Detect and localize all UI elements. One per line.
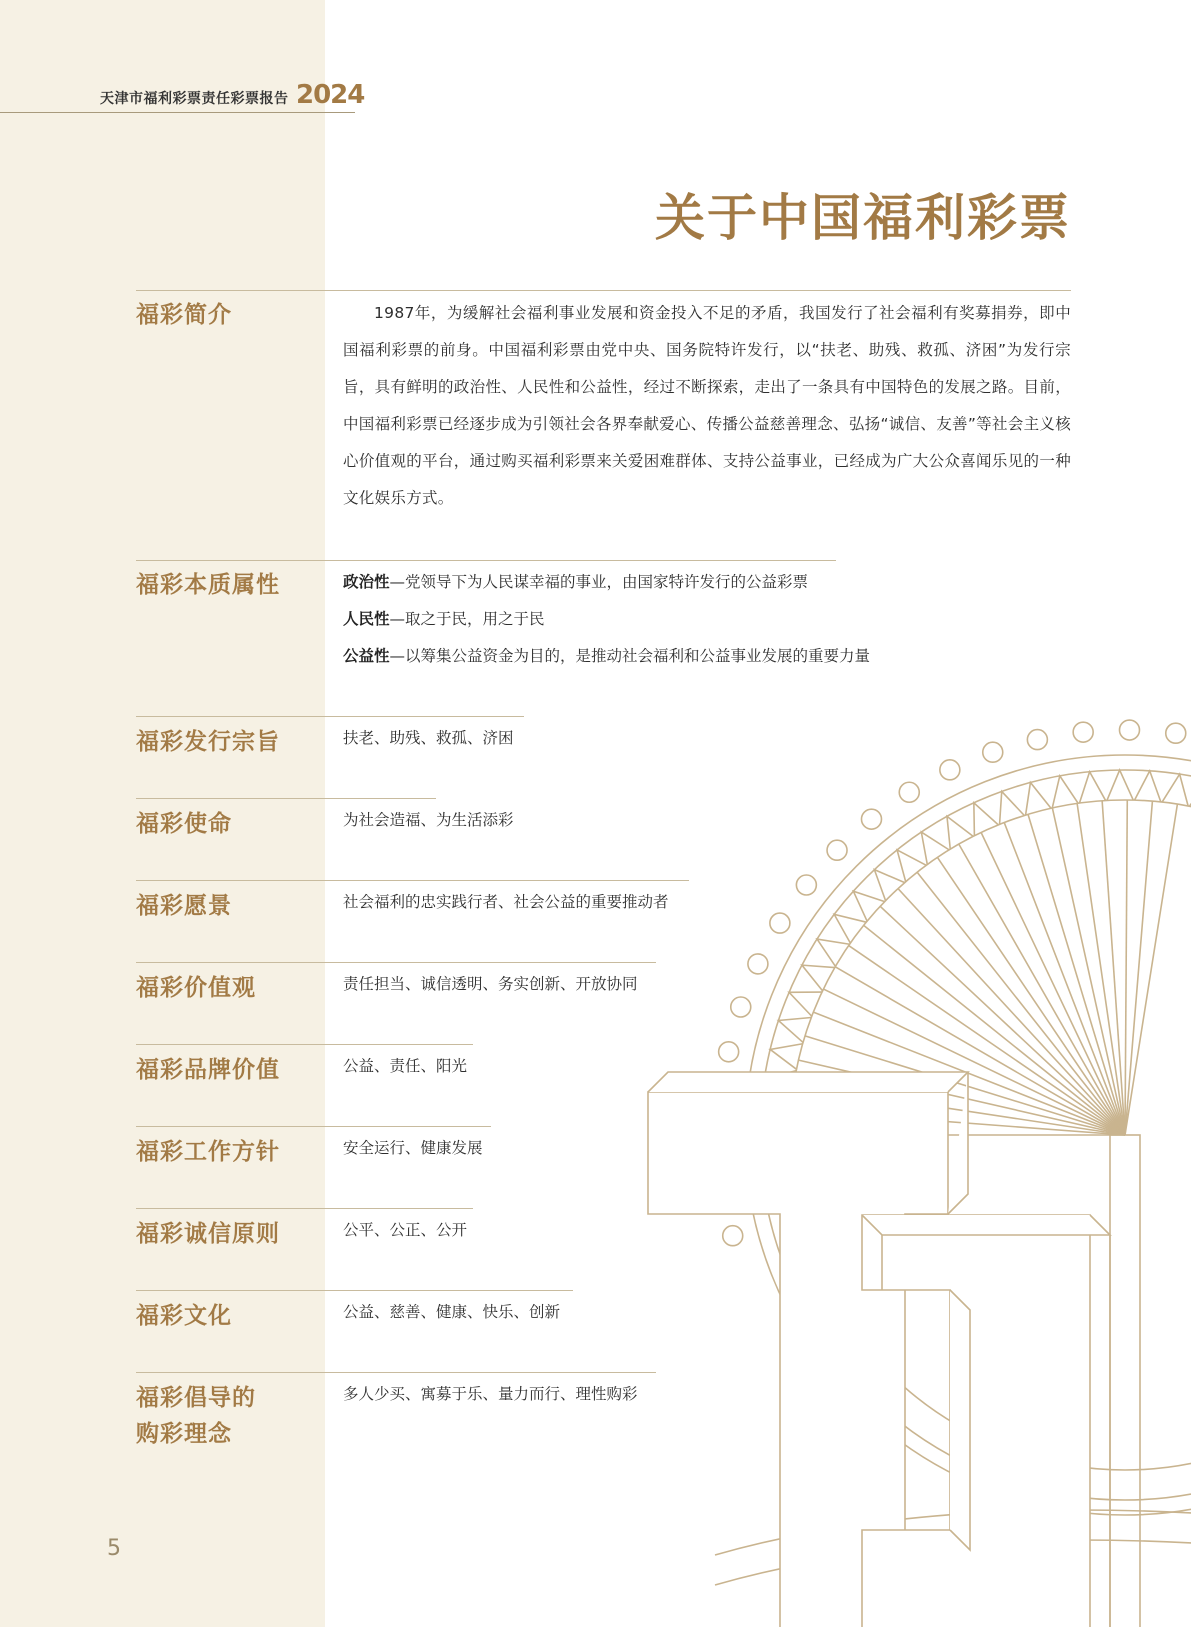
purpose-text: 扶老、助残、救孤、济困 <box>343 729 514 747</box>
attribute-desc: —以筹集公益资金为目的，是推动社会福利和公益事业发展的重要力量 <box>389 647 871 665</box>
attribute-desc: —党领导下为人民谋幸福的事业，由国家特许发行的公益彩票 <box>389 573 809 591</box>
section-label-intro: 福彩简介 <box>136 302 232 328</box>
attribute-term: 政治性 <box>343 573 390 591</box>
section-divider <box>136 962 656 963</box>
culture-text: 公益、慈善、健康、快乐、创新 <box>343 1303 561 1321</box>
section-divider <box>136 1208 473 1209</box>
section-divider <box>136 1126 491 1127</box>
section-divider <box>136 1290 573 1291</box>
section-label-advocacy <box>136 1380 256 1452</box>
advocacy-label-line: 福彩倡导的 <box>136 1385 256 1411</box>
values-text: 责任担当、诚信透明、务实创新、开放协同 <box>343 975 638 993</box>
vision-text: 社会福利的忠实践行者、社会公益的重要推动者 <box>343 893 669 911</box>
section-divider <box>136 290 1071 291</box>
page-title: 关于中国福利彩票 <box>655 189 1071 247</box>
section-label-vision: 福彩愿景 <box>136 893 232 919</box>
section-label-purpose: 福彩发行宗旨 <box>136 729 280 755</box>
advocacy-text: 多人少买、寓募于乐、量力而行、理性购彩 <box>343 1385 638 1403</box>
page-number: 5 <box>107 1536 121 1561</box>
attribute-term: 人民性 <box>343 610 390 628</box>
section-label-culture: 福彩文化 <box>136 1303 232 1329</box>
mission-text: 为社会造福、为生活添彩 <box>343 811 514 829</box>
intro-paragraph: 1987年，为缓解社会福利事业发展和资金投入不足的矛盾，我国发行了社会福利有奖募捐券，即中国福利彩票的前身。中国福利彩票由党中央、国务院特许发行，以“扶老、助残、救孤、济困”为发行宗旨，具有鲜明的政治性、人民性和公益性，经过不断探索，走出了一条具有中国特色的发展之路。目前，中国福利彩票已经逐步成为引领社会各界奉献爱心、传播公益慈善理念、弘扬“诚信、友善”等社会主义核心价值观的平台，通过购买福利彩票来关爱困难群体、支持公益事业，已经成为广大公众喜闻乐见的一种文化娱乐方式。 <box>343 304 1071 507</box>
attribute-desc: —取之于民，用之于民 <box>389 610 545 628</box>
advocacy-label-line: 购彩理念 <box>136 1421 232 1447</box>
section-divider <box>136 1044 473 1045</box>
report-title: 天津市福利彩票责任彩票报告 <box>100 91 289 107</box>
section-label-policy: 福彩工作方针 <box>136 1139 280 1165</box>
section-label-attributes: 福彩本质属性 <box>136 572 280 598</box>
attribute-item <box>343 601 870 638</box>
section-divider <box>136 1372 656 1373</box>
attribute-item <box>343 564 870 601</box>
attribute-term: 公益性 <box>343 647 390 665</box>
section-label-mission: 福彩使命 <box>136 811 232 837</box>
brand-text: 公益、责任、阳光 <box>343 1057 468 1075</box>
integrity-text: 公平、公正、公开 <box>343 1221 468 1239</box>
policy-text: 安全运行、健康发展 <box>343 1139 483 1157</box>
section-divider <box>136 716 524 717</box>
report-header <box>0 80 365 113</box>
section-label-brand: 福彩品牌价值 <box>136 1057 280 1083</box>
section-divider <box>136 560 836 561</box>
section-label-values: 福彩价值观 <box>136 975 256 1001</box>
section-divider <box>136 880 689 881</box>
attributes-list <box>343 564 870 675</box>
section-label-integrity: 福彩诚信原则 <box>136 1221 280 1247</box>
report-year: 2024 <box>296 80 365 110</box>
attribute-item <box>343 638 870 675</box>
section-divider <box>136 798 436 799</box>
